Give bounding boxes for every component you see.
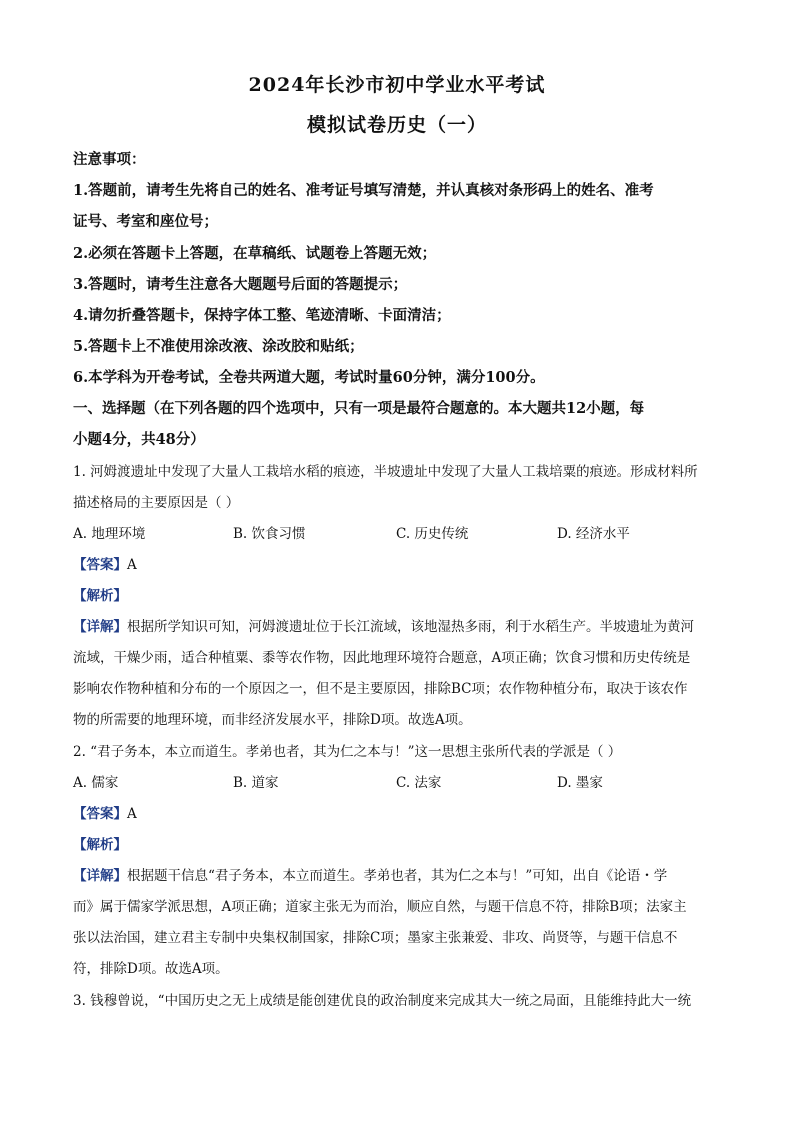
answer-label: 【答案】	[73, 806, 127, 822]
q1-detail-line: 流域，干燥少雨，适合种植粟、黍等农作物，因此地理环境符合题意，A项正确；饮食习惯和历史传统是	[73, 650, 691, 666]
q1-analysis-label	[73, 586, 723, 606]
q1-detail-text: 根据所学知识可知，河姆渡遗址位于长江流域，该地湿热多雨，利于水稻生产。半坡遗址为黄河	[127, 619, 694, 635]
analysis-label: 【解析】	[73, 588, 127, 604]
q2-detail-text: 根据题干信息“君子务本，本立而道生。孝弟也者，其为仁之本与！”可知，出自《论语・学	[127, 868, 668, 884]
q1-option-b: B. 饮食习惯	[233, 526, 306, 542]
q2-option-c: C. 法家	[396, 775, 442, 791]
notice-line: 4.请勿折叠答题卡，保持字体工整、笔迹清晰、卡面清洁；	[73, 307, 451, 324]
q1-option-a: A. 地理环境	[73, 526, 146, 542]
q2-option-d: D. 墨家	[557, 775, 603, 791]
exam-subtitle: 模拟试卷历史（一）	[306, 114, 487, 136]
notice-line: 1.答题前，请考生先将自己的姓名、准考证号填写清楚，并认真核对条形码上的姓名、准考	[73, 182, 654, 199]
q1-detail-line: 影响农作物种植和分布的一个原因之一，但不是主要原因，排除BC项；农作物种植分布，取决于该农作	[73, 681, 688, 697]
q2-analysis-label	[73, 835, 723, 855]
answer-label: 【答案】	[73, 557, 127, 573]
q2-option-a: A. 儒家	[73, 775, 119, 791]
notice-line: 3.答题时，请考生注意各大题题号后面的答题提示；	[73, 276, 408, 293]
q1-option-c: C. 历史传统	[396, 526, 469, 542]
q1-answer	[73, 555, 723, 575]
notice-heading: 注意事项：	[73, 151, 146, 168]
q1-answer-value: A	[127, 557, 137, 573]
q1-detail	[73, 617, 723, 637]
notice-line: 5.答题卡上不准使用涂改液、涂改胶和贴纸；	[73, 338, 364, 355]
q2-detail-line: 而》属于儒家学派思想，A项正确；道家主张无为而治，顺应自然，与题干信息不符，排除B项；法家主	[73, 899, 687, 915]
question-1-text: 1. 河姆渡遗址中发现了大量人工栽培水稻的痕迹，半坡遗址中发现了大量人工栽培粟的痕迹。形成材料所	[73, 464, 698, 480]
notice-line: 2.必须在答题卡上答题，在草稿纸、试题卷上答题无效；	[73, 245, 437, 262]
q2-answer-value: A	[127, 806, 137, 822]
q1-option-d: D. 经济水平	[557, 526, 630, 542]
exam-title: 2024年长沙市初中学业水平考试	[248, 74, 546, 96]
q2-detail	[73, 866, 723, 886]
notice-line: 证号、考室和座位号；	[73, 213, 218, 230]
analysis-label: 【解析】	[73, 837, 127, 853]
detail-label: 【详解】	[73, 619, 127, 635]
q2-detail-line: 张以法治国，建立君主专制中央集权制国家，排除C项；墨家主张兼爱、非攻、尚贤等，与题干信息不	[73, 930, 678, 946]
q2-option-b: B. 道家	[233, 775, 279, 791]
q2-answer	[73, 804, 723, 824]
q1-detail-line: 物的所需要的地理环境，而非经济发展水平，排除D项。故选A项。	[73, 712, 472, 728]
q2-detail-line: 符，排除D项。故选A项。	[73, 961, 229, 977]
section-heading: 小题4分，共48分）	[73, 431, 205, 448]
detail-label: 【详解】	[73, 868, 127, 884]
question-3-text: 3. 钱穆曾说，“中国历史之无上成绩是能创建优良的政治制度来完成其大一统之局面，且能维持此大一统	[73, 993, 692, 1009]
question-1-text: 描述格局的主要原因是（ ）	[73, 495, 240, 511]
section-heading: 一、选择题（在下列各题的四个选项中，只有一项是最符合题意的。本大题共12小题，每	[73, 400, 645, 417]
notice-line: 6.本学科为开卷考试，全卷共两道大题，考试时量60分钟，满分100分。	[73, 369, 545, 386]
question-2-text: 2. “君子务本，本立而道生。孝弟也者，其为仁之本与！”这一思想主张所代表的学派是（ ）	[73, 744, 622, 760]
